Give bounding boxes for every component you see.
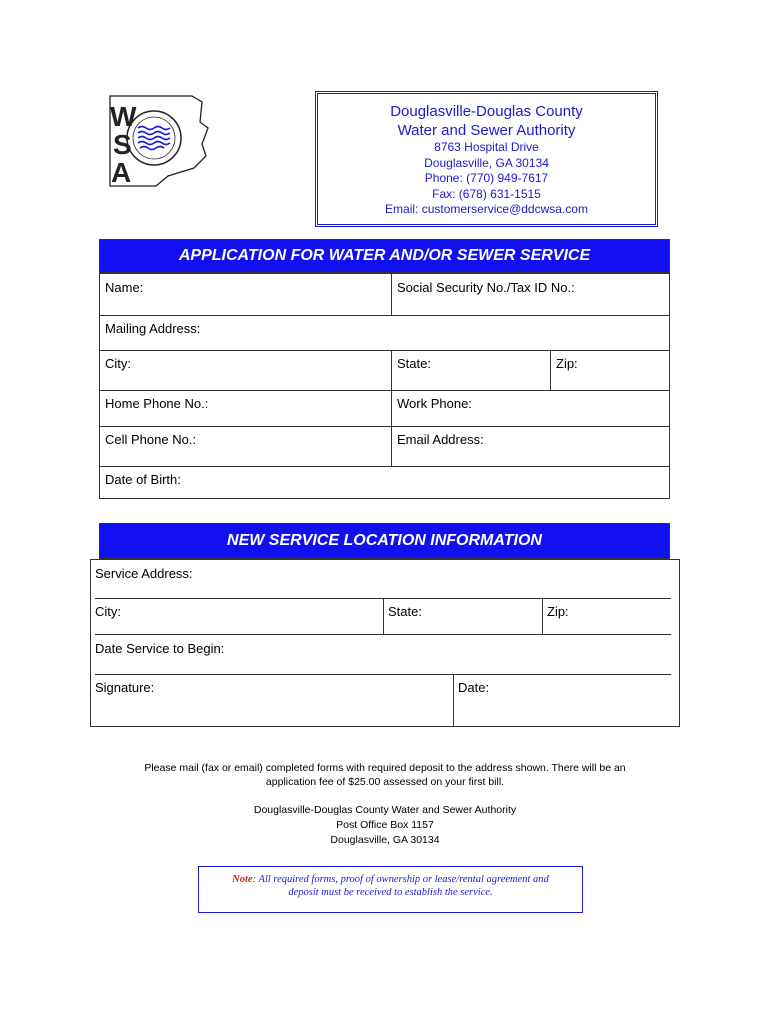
date-begin-label: Date Service to Begin: — [95, 641, 225, 656]
signature-label: Signature: — [95, 680, 155, 695]
row-city — [100, 350, 669, 391]
service-location-title: NEW SERVICE LOCATION INFORMATION — [99, 523, 670, 559]
cell-phone-label: Cell Phone No.: — [105, 432, 197, 447]
logo-letter-s: S — [113, 129, 132, 160]
instructions-line2: application fee of $25.00 assessed on your first bill. — [265, 776, 505, 788]
ssn-label: Social Security No./Tax ID No.: — [397, 280, 575, 295]
service-zip-label: Zip: — [547, 604, 569, 619]
contact-box — [315, 91, 658, 227]
dob-field[interactable] — [100, 466, 669, 499]
date-begin-line[interactable] — [95, 674, 671, 675]
mailing-org: Douglasville-Douglas County Water and Sewer Authority — [253, 804, 517, 816]
service-state-label: State: — [388, 604, 422, 619]
zip-label: Zip: — [556, 356, 578, 371]
divider — [453, 674, 454, 726]
mailing-address-label: Mailing Address: — [105, 321, 201, 336]
street-address: 8763 Hospital Drive — [434, 140, 539, 154]
row-name — [100, 274, 669, 316]
row-phones — [100, 390, 669, 427]
work-phone-label: Work Phone: — [397, 396, 472, 411]
signature-date-label: Date: — [458, 680, 490, 695]
divider — [383, 598, 384, 634]
city-label: City: — [105, 356, 131, 371]
logo-letter-a: A — [111, 157, 132, 188]
dob-label: Date of Birth: — [105, 472, 181, 487]
row-cell-email — [100, 426, 669, 467]
name-field[interactable] — [100, 274, 391, 315]
work-phone-field[interactable] — [391, 390, 669, 426]
home-phone-field[interactable] — [100, 390, 391, 426]
email-label: Email Address: — [397, 432, 484, 447]
city-state-zip-line[interactable] — [95, 634, 671, 635]
logo-letter-w: W — [110, 101, 137, 132]
ssn-field[interactable] — [391, 274, 669, 315]
instructions-line1: Please mail (fax or email) completed forms with required deposit to the address shown. There will be an — [144, 762, 626, 774]
email-address[interactable]: Email: customerservice@ddcwsa.com — [385, 202, 588, 216]
row-dob — [100, 466, 669, 499]
mailing-instructions — [100, 761, 670, 789]
mailing-po-box: Post Office Box 1157 — [336, 819, 434, 831]
applicant-info-table — [99, 273, 670, 499]
mailing-city: Douglasville, GA 30134 — [330, 834, 440, 846]
application-title: APPLICATION FOR WATER AND/OR SEWER SERVICE — [99, 239, 670, 273]
mailing-address-block — [170, 803, 600, 848]
org-name-line1: Douglasville-Douglas County — [390, 103, 583, 120]
divider — [542, 598, 543, 634]
org-name-line2: Water and Sewer Authority — [397, 122, 576, 139]
state-field[interactable] — [391, 350, 550, 390]
note-line1: : All required forms, proof of ownership or lease/rental agreement and — [252, 874, 549, 885]
email-field[interactable] — [391, 426, 669, 466]
name-label: Name: — [105, 280, 144, 295]
note-line2: deposit must be received to establish the service. — [288, 887, 493, 898]
service-location-box — [90, 559, 680, 727]
home-phone-label: Home Phone No.: — [105, 396, 209, 411]
zip-field[interactable] — [550, 350, 669, 390]
service-address-label: Service Address: — [95, 566, 193, 581]
note-label: Note — [232, 874, 253, 885]
fax-number: Fax: (678) 631-1515 — [432, 186, 541, 201]
city-state-zip: Douglasville, GA 30134 — [424, 155, 549, 170]
mailing-address-field[interactable] — [100, 315, 669, 350]
state-label: State: — [397, 356, 431, 371]
row-mailing — [100, 315, 669, 351]
cell-phone-field[interactable] — [100, 426, 391, 466]
city-field[interactable] — [100, 350, 391, 390]
wsa-logo — [96, 92, 220, 190]
note-box — [198, 866, 583, 913]
service-city-label: City: — [95, 604, 121, 619]
phone-number: Phone: (770) 949-7617 — [424, 171, 549, 185]
